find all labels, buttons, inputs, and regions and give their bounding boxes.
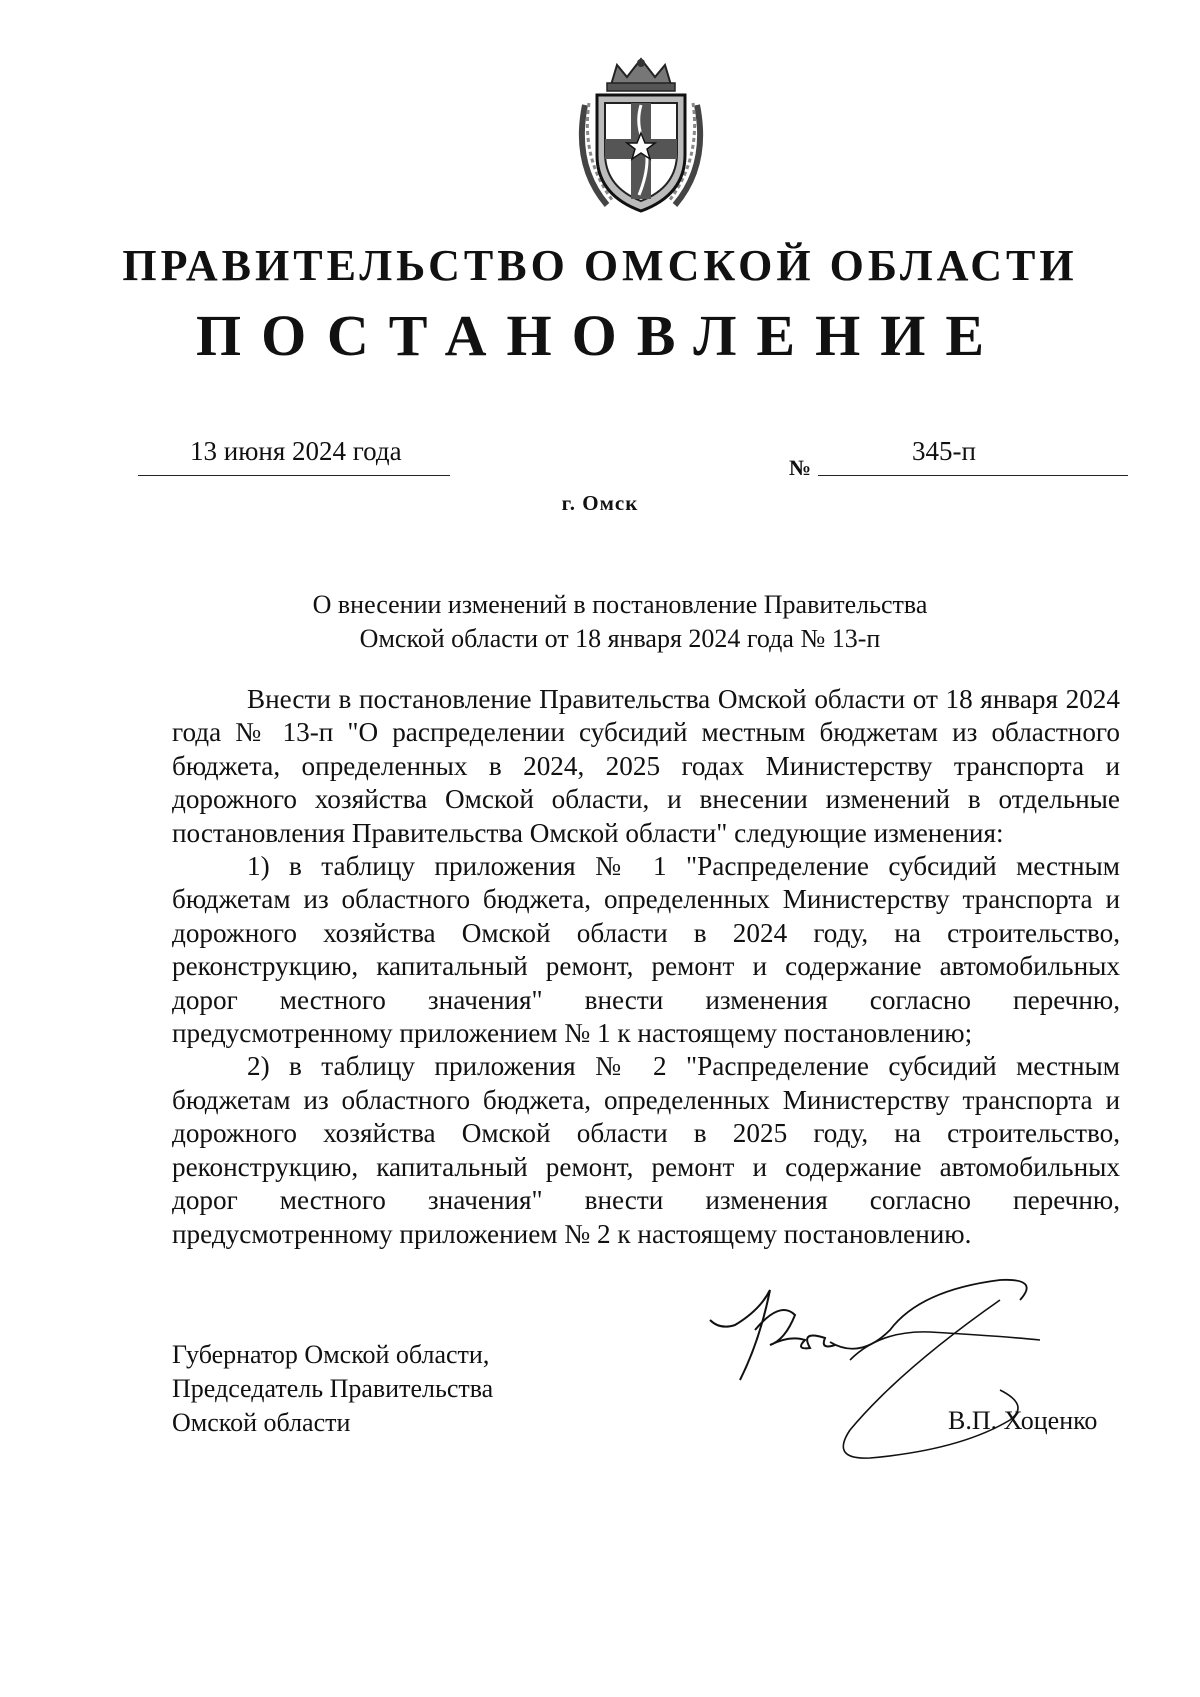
subject-line: О внесении изменений в постановление Правительства <box>312 590 928 619</box>
date-underline <box>138 475 450 476</box>
signer-title-line: Омской области <box>172 1408 351 1437</box>
number-sign: № <box>789 455 812 480</box>
signer-title <box>172 1338 493 1440</box>
document-body <box>172 683 1120 1251</box>
body-paragraph-item-2: 2) в таблицу приложения № 2 "Распределение субсидий местным бюджетам из областного бюджета, определенных Министерству транспорта и дорожного хозяйства Омской области в 2025 году, на строительство, реконструкцию, капитальный ремонт, ремонт и содержание автомобильных дорог местного значения" внести изменения согласно перечню, предусмотренному приложением № 2 к настоящему постановлению. <box>172 1051 1120 1249</box>
document-date: 13 июня 2024 года <box>190 436 402 466</box>
document-type-heading: ПОСТАНОВЛЕНИЕ <box>195 303 1005 368</box>
document-number: 345-п <box>912 436 976 466</box>
government-title: ПРАВИТЕЛЬСТВО ОМСКОЙ ОБЛАСТИ <box>122 241 1078 290</box>
signer-title-line: Губернатор Омской области, <box>172 1340 490 1369</box>
body-paragraph-intro: Внести в постановление Правительства Омской области от 18 января 2024 года № 13-п "О распределении субсидий местным бюджетам из областного бюджета, определенных в 2024, 2025 годах Министерству транспорта и дорожного хозяйства Омской области, и внесении изменений в отдельные постановления Правительства Омской области" следующие изменения: <box>172 684 1120 848</box>
number-underline <box>818 475 1128 476</box>
body-paragraph-item-1: 1) в таблицу приложения № 1 "Распределение субсидий местным бюджетам из областного бюджета, определенных Министерству транспорта и дорожного хозяйства Омской области в 2024 году, на строительство, реконструкцию, капитальный ремонт, ремонт и содержание автомобильных дорог местного значения" внести изменения согласно перечню, предусмотренному приложением № 1 к настоящему постановлению; <box>172 851 1120 1049</box>
signer-title-line: Председатель Правительства <box>172 1374 494 1403</box>
handwritten-signature-icon <box>700 1270 1120 1470</box>
subject-line: Омской области от 18 января 2024 года № 13-п <box>359 624 881 653</box>
document-place: г. Омск <box>561 491 639 515</box>
document-subject <box>300 588 940 656</box>
signer-name: В.П. Хоценко <box>948 1406 1098 1435</box>
coat-of-arms-icon <box>567 55 715 215</box>
